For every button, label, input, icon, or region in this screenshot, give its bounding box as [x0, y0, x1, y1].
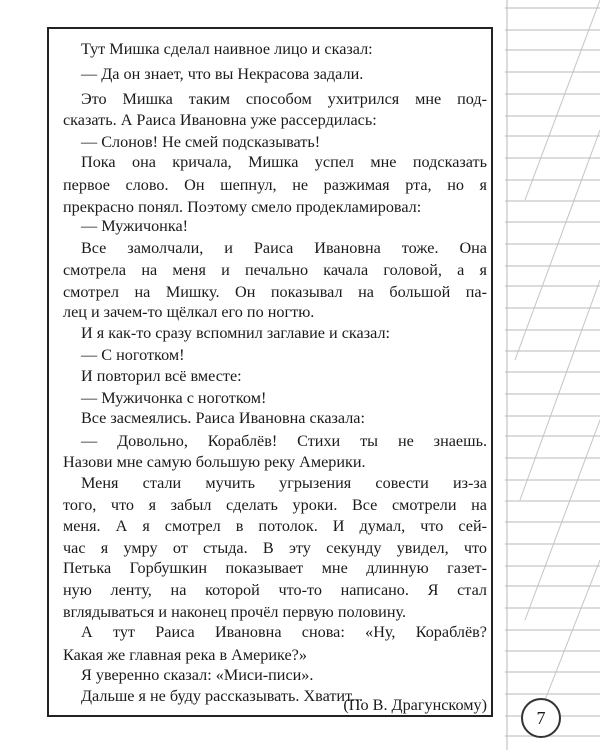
- attribution: (По В. Драгунскому): [343, 696, 487, 714]
- text-line-13: лец и зачем-то щёлкал его по ногтю.: [63, 303, 315, 321]
- text-line-7: первое слово. Он шепнул, не разжимая рта, но я: [63, 176, 487, 194]
- page-number: 7: [521, 698, 561, 738]
- text-line-17: — Мужичонка с ноготком!: [81, 389, 267, 407]
- text-line-10: Все замолчали, и Раиса Ивановна тоже. Она: [81, 239, 487, 257]
- text-line-20: Назови мне самую большую реку Америки.: [63, 453, 366, 471]
- text-line-22: того, что я забыл сделать уроки. Все смотрели на: [63, 496, 487, 514]
- text-line-6: Пока она кричала, Мишка успел мне подсказать: [81, 153, 487, 171]
- text-line-2: — Да он знает, что вы Некрасова задали.: [81, 65, 364, 83]
- text-line-28: А тут Раиса Ивановна снова: «Ну, Кораблёв?: [81, 623, 487, 641]
- text-line-1: Тут Мишка сделал наивное лицо и сказал:: [81, 40, 373, 58]
- text-line-9: — Мужичонка!: [81, 217, 189, 235]
- text-line-21: Меня стали мучить угрызения совести из-за: [81, 474, 487, 492]
- handwriting-ruling: [505, 0, 600, 750]
- text-line-16: И повторил всё вместе:: [81, 367, 242, 385]
- text-line-8: прекрасно понял. Поэтому смело продекламировал:: [63, 198, 422, 216]
- text-line-29: Какая же главная река в Америке?»: [63, 646, 307, 664]
- text-line-31: Дальше я не буду рассказывать. Хватит...: [81, 687, 364, 705]
- text-line-23: меня. А я смотрел в потолок. И думал, что сей-: [63, 517, 487, 535]
- text-line-30: Я уверенно сказал: «Миси-писи».: [81, 666, 314, 684]
- text-line-14: И я как-то сразу вспомнил заглавие и сказал:: [81, 324, 391, 342]
- text-line-12: смотрел на Мишку. Он показывал на большой па-: [63, 283, 487, 301]
- text-line-19: — Довольно, Кораблёв! Стихи ты не знаешь.: [81, 432, 487, 450]
- text-line-5: — Слонов! Не смей подсказывать!: [81, 133, 321, 151]
- text-line-27: вглядываться и наконец прочёл первую половину.: [63, 603, 407, 621]
- text-line-26: ную ленту, на которой что-то написано. Я стал: [63, 581, 487, 599]
- text-line-24: час я умру от стыда. В эту секунду увидел, что: [63, 539, 487, 557]
- text-line-4: сказать. А Раиса Ивановна уже рассердилась:: [63, 111, 377, 129]
- text-line-11: смотрела на меня и печально качала головой, а я: [63, 261, 487, 279]
- text-line-3: Это Мишка таким способом ухитрился мне под-: [81, 90, 487, 108]
- text-line-15: — С ноготком!: [81, 346, 185, 364]
- text-line-18: Все засмеялись. Раиса Ивановна сказала:: [81, 409, 365, 427]
- text-line-25: Петька Горбушкин показывает мне длинную газет-: [63, 559, 487, 577]
